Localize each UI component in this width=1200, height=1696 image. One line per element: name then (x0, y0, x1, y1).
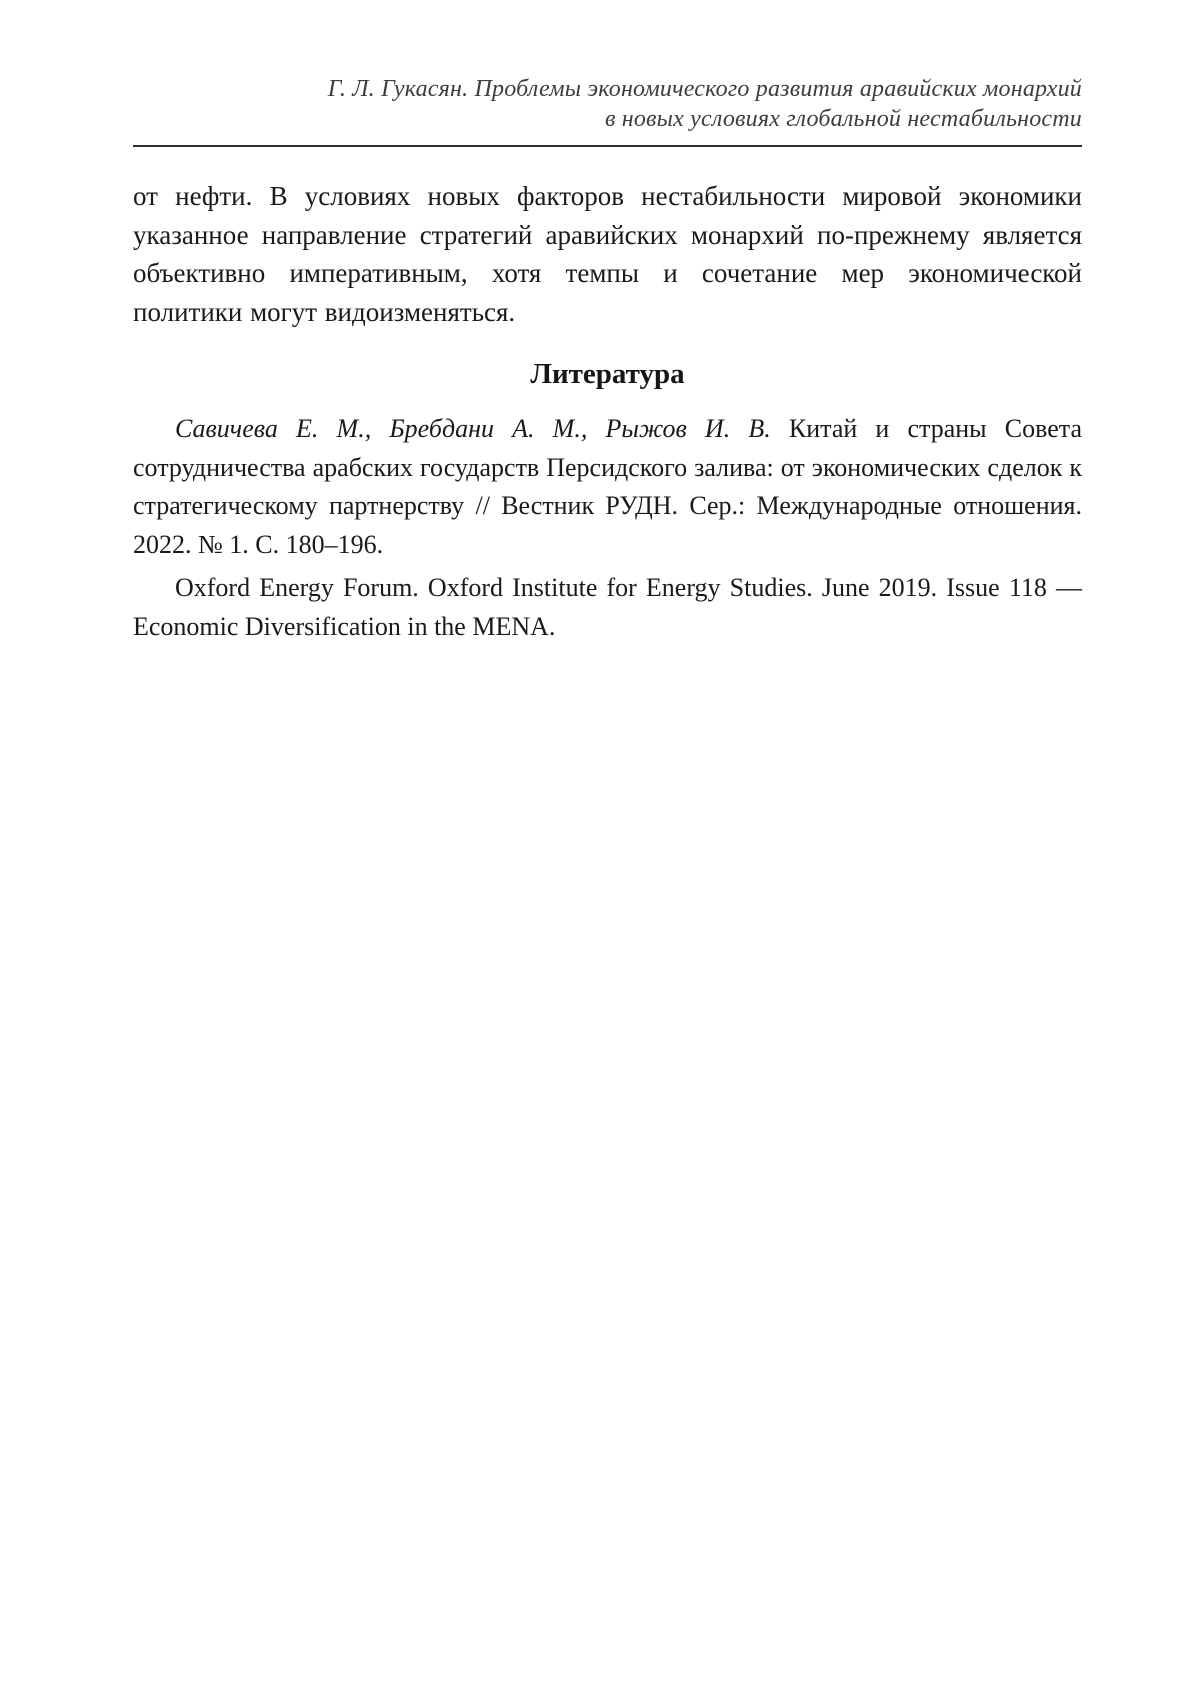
running-head (133, 74, 1082, 134)
body-paragraph: от нефти. В условиях новых факторов нестабильности мировой экономики указанное направление стратегий аравийских монархий по-прежнему является объективно императивным, хотя темпы и сочетание мер экономической политики могут видоизменяться. (133, 181, 1082, 327)
reference-1-authors: Савичева Е. М., Бребдани А. М., Рыжов И. В. (175, 414, 771, 443)
running-head-line-2: в новых условиях глобальной нестабильности (604, 106, 1082, 132)
header-rule (133, 145, 1082, 147)
running-head-line-1: Г. Л. Гукасян. Проблемы экономического развития аравийских монархий (327, 76, 1082, 102)
reference-1-text: Китай и страны Совета сотрудничества арабских государств Персидского залива: от экономических сделок к стратегическому партнерству // Вестник РУДН. Сер.: Международные отношения. 2022. № 1. С. 180–196. (133, 414, 1083, 559)
reference-item-1 (133, 410, 1082, 564)
references-heading: Литература (530, 358, 685, 390)
reference-item-2: Oxford Energy Forum. Oxford Institute for Energy Studies. June 2019. Issue 118 — Economic Diversification in the MENA. (133, 573, 1082, 641)
